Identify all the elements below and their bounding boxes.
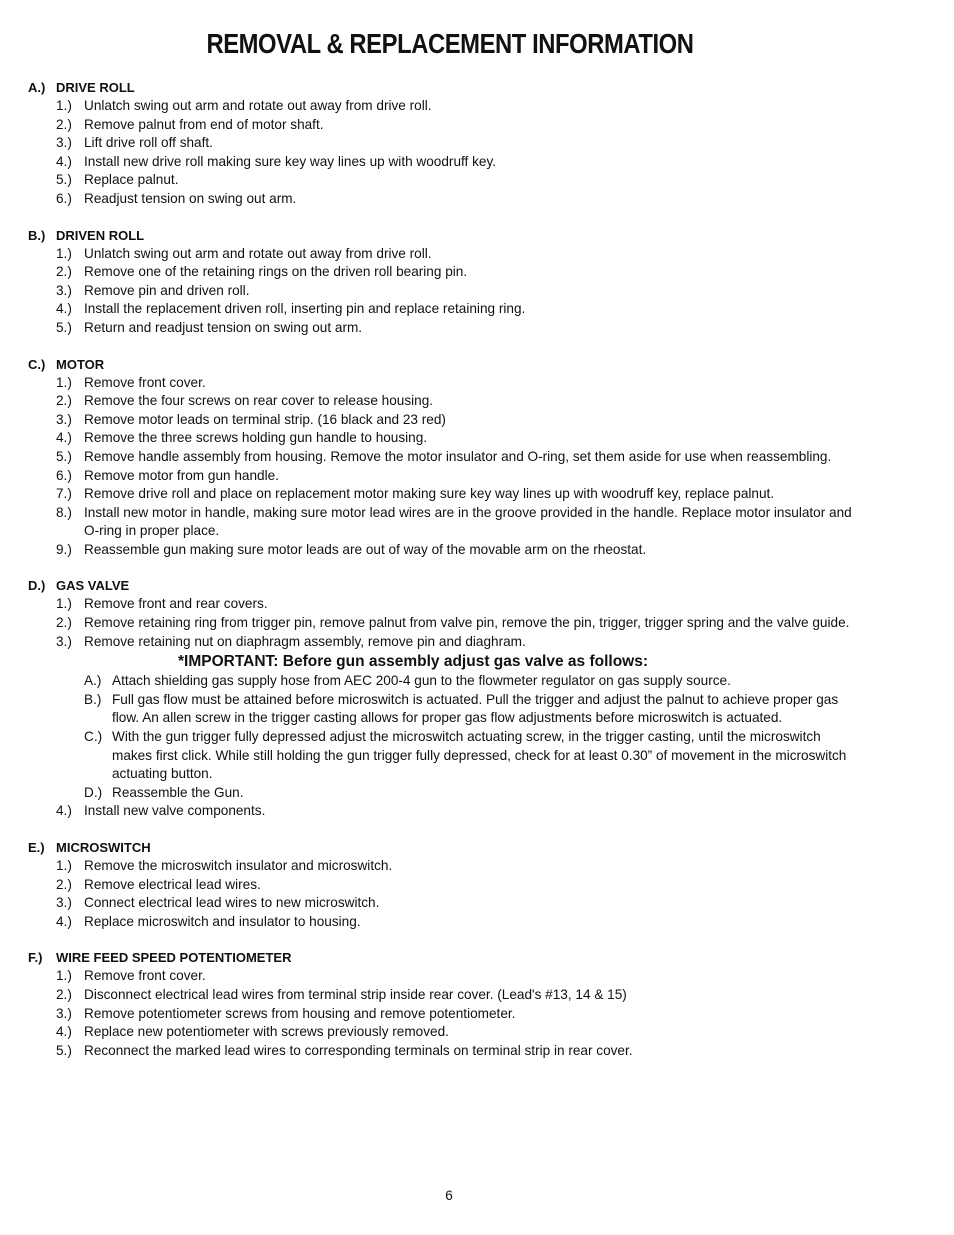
section-wire-feed-speed-potentiometer xyxy=(28,948,858,1060)
step-text: Remove electrical lead wires. xyxy=(84,876,261,892)
step-text: Replace microswitch and insulator to housing. xyxy=(84,913,361,929)
step-number: 8.) xyxy=(56,504,72,520)
step-text: Remove the microswitch insulator and microswitch. xyxy=(84,858,393,873)
step-text: Remove one of the retaining rings on the driven roll bearing pin. xyxy=(84,264,468,280)
step-text: Disconnect electrical lead wires from terminal strip inside rear cover. (Lead's #13, 14 & 15) xyxy=(84,986,627,1002)
section-drive-roll xyxy=(28,78,858,209)
section-letter: F.) xyxy=(28,950,43,966)
step-number: 5.) xyxy=(56,172,72,188)
step-text: Reconnect the marked lead wires to corresponding terminals on terminal strip in rear cover. xyxy=(84,1042,633,1058)
step-text: Install new motor in handle, making sure motor lead wires are in the groove provided in the handle. Replace motor insulator and O-ring in proper place. xyxy=(84,504,852,539)
step-text: Remove motor from gun handle. xyxy=(84,467,279,483)
step-item xyxy=(28,190,858,209)
step-item xyxy=(28,319,858,338)
step-number: C.) xyxy=(84,729,103,745)
step-item xyxy=(28,633,858,652)
step-number: 6.) xyxy=(56,190,72,206)
step-item xyxy=(28,282,858,301)
step-number: 4.) xyxy=(56,153,72,169)
step-number: 1.) xyxy=(56,858,72,873)
section-motor xyxy=(28,355,858,560)
step-number: 2.) xyxy=(56,876,72,892)
step-item xyxy=(28,1005,858,1024)
step-number: 2.) xyxy=(56,615,72,631)
step-text: Install the replacement driven roll, inserting pin and replace retaining ring. xyxy=(84,301,526,317)
step-number: 2.) xyxy=(56,393,72,409)
section-heading xyxy=(28,355,858,374)
step-number: 3.) xyxy=(56,1005,72,1021)
step-text: Full gas flow must be attained before microswitch is actuated. Pull the trigger and adjust the palnut to achieve proper gas flow. An allen screw in the trigger casting allows for proper gas flow adjustments before microswitch is actuated. xyxy=(112,691,839,726)
section-driven-roll xyxy=(28,226,858,338)
step-item xyxy=(28,614,858,633)
step-number: 5.) xyxy=(56,1042,72,1058)
section-title: MOTOR xyxy=(56,356,105,372)
step-item xyxy=(28,894,858,913)
substep-item xyxy=(28,672,858,691)
step-text: Unlatch swing out arm and rotate out away from drive roll. xyxy=(84,98,432,113)
step-item xyxy=(28,411,858,430)
step-number: 4.) xyxy=(56,301,72,317)
section-title: DRIVEN ROLL xyxy=(56,227,145,243)
step-number: D.) xyxy=(84,784,103,800)
step-text: Replace palnut. xyxy=(84,172,179,188)
step-item xyxy=(28,1042,858,1061)
step-text: Remove potentiometer screws from housing and remove potentiometer. xyxy=(84,1005,516,1021)
step-number: 3.) xyxy=(56,282,72,298)
step-text: Readjust tension on swing out arm. xyxy=(84,190,297,206)
section-title: DRIVE ROLL xyxy=(56,80,135,95)
step-item xyxy=(28,171,858,190)
step-text: Remove front cover. xyxy=(84,374,206,390)
step-text: Remove pin and driven roll. xyxy=(84,282,250,298)
step-number: 4.) xyxy=(56,1024,72,1040)
step-number: 1.) xyxy=(56,245,72,261)
step-text: Connect electrical lead wires to new microswitch. xyxy=(84,895,380,911)
section-gas-valve xyxy=(28,576,858,821)
step-number: 4.) xyxy=(56,803,72,819)
step-item xyxy=(28,913,858,932)
step-number: 1.) xyxy=(56,98,72,113)
step-number: 3.) xyxy=(56,633,72,649)
step-item xyxy=(28,153,858,172)
step-text: Remove drive roll and place on replacement motor making sure key way lines up with woodruff key, replace palnut. xyxy=(84,486,775,502)
step-number: 1.) xyxy=(56,968,72,984)
page-number: 6 xyxy=(445,1188,453,1203)
step-item xyxy=(28,97,858,116)
step-number: 1.) xyxy=(56,596,72,612)
step-item xyxy=(28,134,858,153)
step-text: Remove the three screws holding gun handle to housing. xyxy=(84,430,428,446)
step-item xyxy=(28,967,858,986)
section-title: MICROSWITCH xyxy=(56,840,151,855)
step-item xyxy=(28,541,858,560)
step-text: Remove retaining nut on diaphragm assembly, remove pin and diaghram. xyxy=(84,633,526,649)
step-text: Remove palnut from end of motor shaft. xyxy=(84,116,324,132)
step-item xyxy=(28,595,858,614)
step-number: 3.) xyxy=(56,135,72,151)
step-item xyxy=(28,467,858,486)
step-text: Reassemble gun making sure motor leads are out of way of the movable arm on the rheostat. xyxy=(84,541,647,557)
step-text: Lift drive roll off shaft. xyxy=(84,135,213,151)
step-text: Return and readjust tension on swing out arm. xyxy=(84,319,363,335)
step-item xyxy=(28,448,858,467)
step-text: Install new valve components. xyxy=(84,803,266,819)
important-note: *IMPORTANT: Before gun assembly adjust gas valve as follows: xyxy=(178,653,648,671)
section-letter: C.) xyxy=(28,356,46,372)
step-number: 3.) xyxy=(56,895,72,911)
step-text: Unlatch swing out arm and rotate out away from drive roll. xyxy=(84,245,432,261)
step-text: Remove the four screws on rear cover to release housing. xyxy=(84,393,434,409)
step-item xyxy=(28,1023,858,1042)
step-number: 5.) xyxy=(56,448,72,464)
step-item xyxy=(28,802,858,821)
step-number: 7.) xyxy=(56,486,72,502)
step-item xyxy=(28,504,858,541)
substep-item xyxy=(28,784,858,803)
step-text: Remove retaining ring from trigger pin, remove palnut from valve pin, remove the pin, trigger, trigger spring and the valve guide. xyxy=(84,615,850,631)
step-text: Remove motor leads on terminal strip. (16 black and 23 red) xyxy=(84,411,446,427)
step-number: 4.) xyxy=(56,430,72,446)
step-number: 2.) xyxy=(56,264,72,280)
section-letter: A.) xyxy=(28,80,46,95)
step-item xyxy=(28,116,858,135)
step-item xyxy=(28,429,858,448)
step-text: With the gun trigger fully depressed adjust the microswitch actuating screw, in the trigger casting, until the microswitch makes first click. While still holding the gun trigger fully depressed, check for at least 0.30” of movement in the microswitch actuating button. xyxy=(112,729,847,782)
step-item xyxy=(28,374,858,393)
step-text: Reassemble the Gun. xyxy=(112,784,244,800)
step-number: 5.) xyxy=(56,319,72,335)
step-item xyxy=(28,485,858,504)
step-text: Remove front and rear covers. xyxy=(84,596,268,612)
step-item xyxy=(28,392,858,411)
step-number: 2.) xyxy=(56,116,72,132)
section-title: WIRE FEED SPEED POTENTIOMETER xyxy=(56,950,292,966)
substep-item xyxy=(28,691,858,728)
section-letter: E.) xyxy=(28,840,45,855)
step-item xyxy=(28,857,858,876)
step-item xyxy=(28,263,858,282)
step-item xyxy=(28,245,858,264)
step-number: A.) xyxy=(84,673,102,689)
section-title: GAS VALVE xyxy=(56,578,130,594)
step-number: 4.) xyxy=(56,913,72,929)
step-number: 9.) xyxy=(56,541,72,557)
section-heading xyxy=(28,838,858,857)
section-heading xyxy=(28,576,858,595)
step-text: Remove handle assembly from housing. Remove the motor insulator and O-ring, set them aside for use when reassembling. xyxy=(84,448,832,464)
step-item xyxy=(28,876,858,895)
step-item xyxy=(28,300,858,319)
section-letter: B.) xyxy=(28,227,46,243)
document-body xyxy=(28,78,858,1077)
section-heading xyxy=(28,948,858,967)
section-heading xyxy=(28,226,858,245)
step-number: 1.) xyxy=(56,374,72,390)
section-letter: D.) xyxy=(28,578,46,594)
section-heading xyxy=(28,78,858,97)
step-number: 2.) xyxy=(56,986,72,1002)
step-text: Install new drive roll making sure key way lines up with woodruff key. xyxy=(84,153,497,169)
step-text: Remove front cover. xyxy=(84,968,206,984)
page-title: REMOVAL & REPLACEMENT INFORMATION xyxy=(206,28,694,59)
step-text: Attach shielding gas supply hose from AEC 200-4 gun to the flowmeter regulator on gas supply source. xyxy=(112,673,731,689)
step-number: 6.) xyxy=(56,467,72,483)
section-microswitch xyxy=(28,838,858,931)
step-item xyxy=(28,986,858,1005)
step-text: Replace new potentiometer with screws previously removed. xyxy=(84,1024,449,1040)
substep-item xyxy=(28,728,858,784)
step-number: 3.) xyxy=(56,411,72,427)
step-number: B.) xyxy=(84,691,102,707)
